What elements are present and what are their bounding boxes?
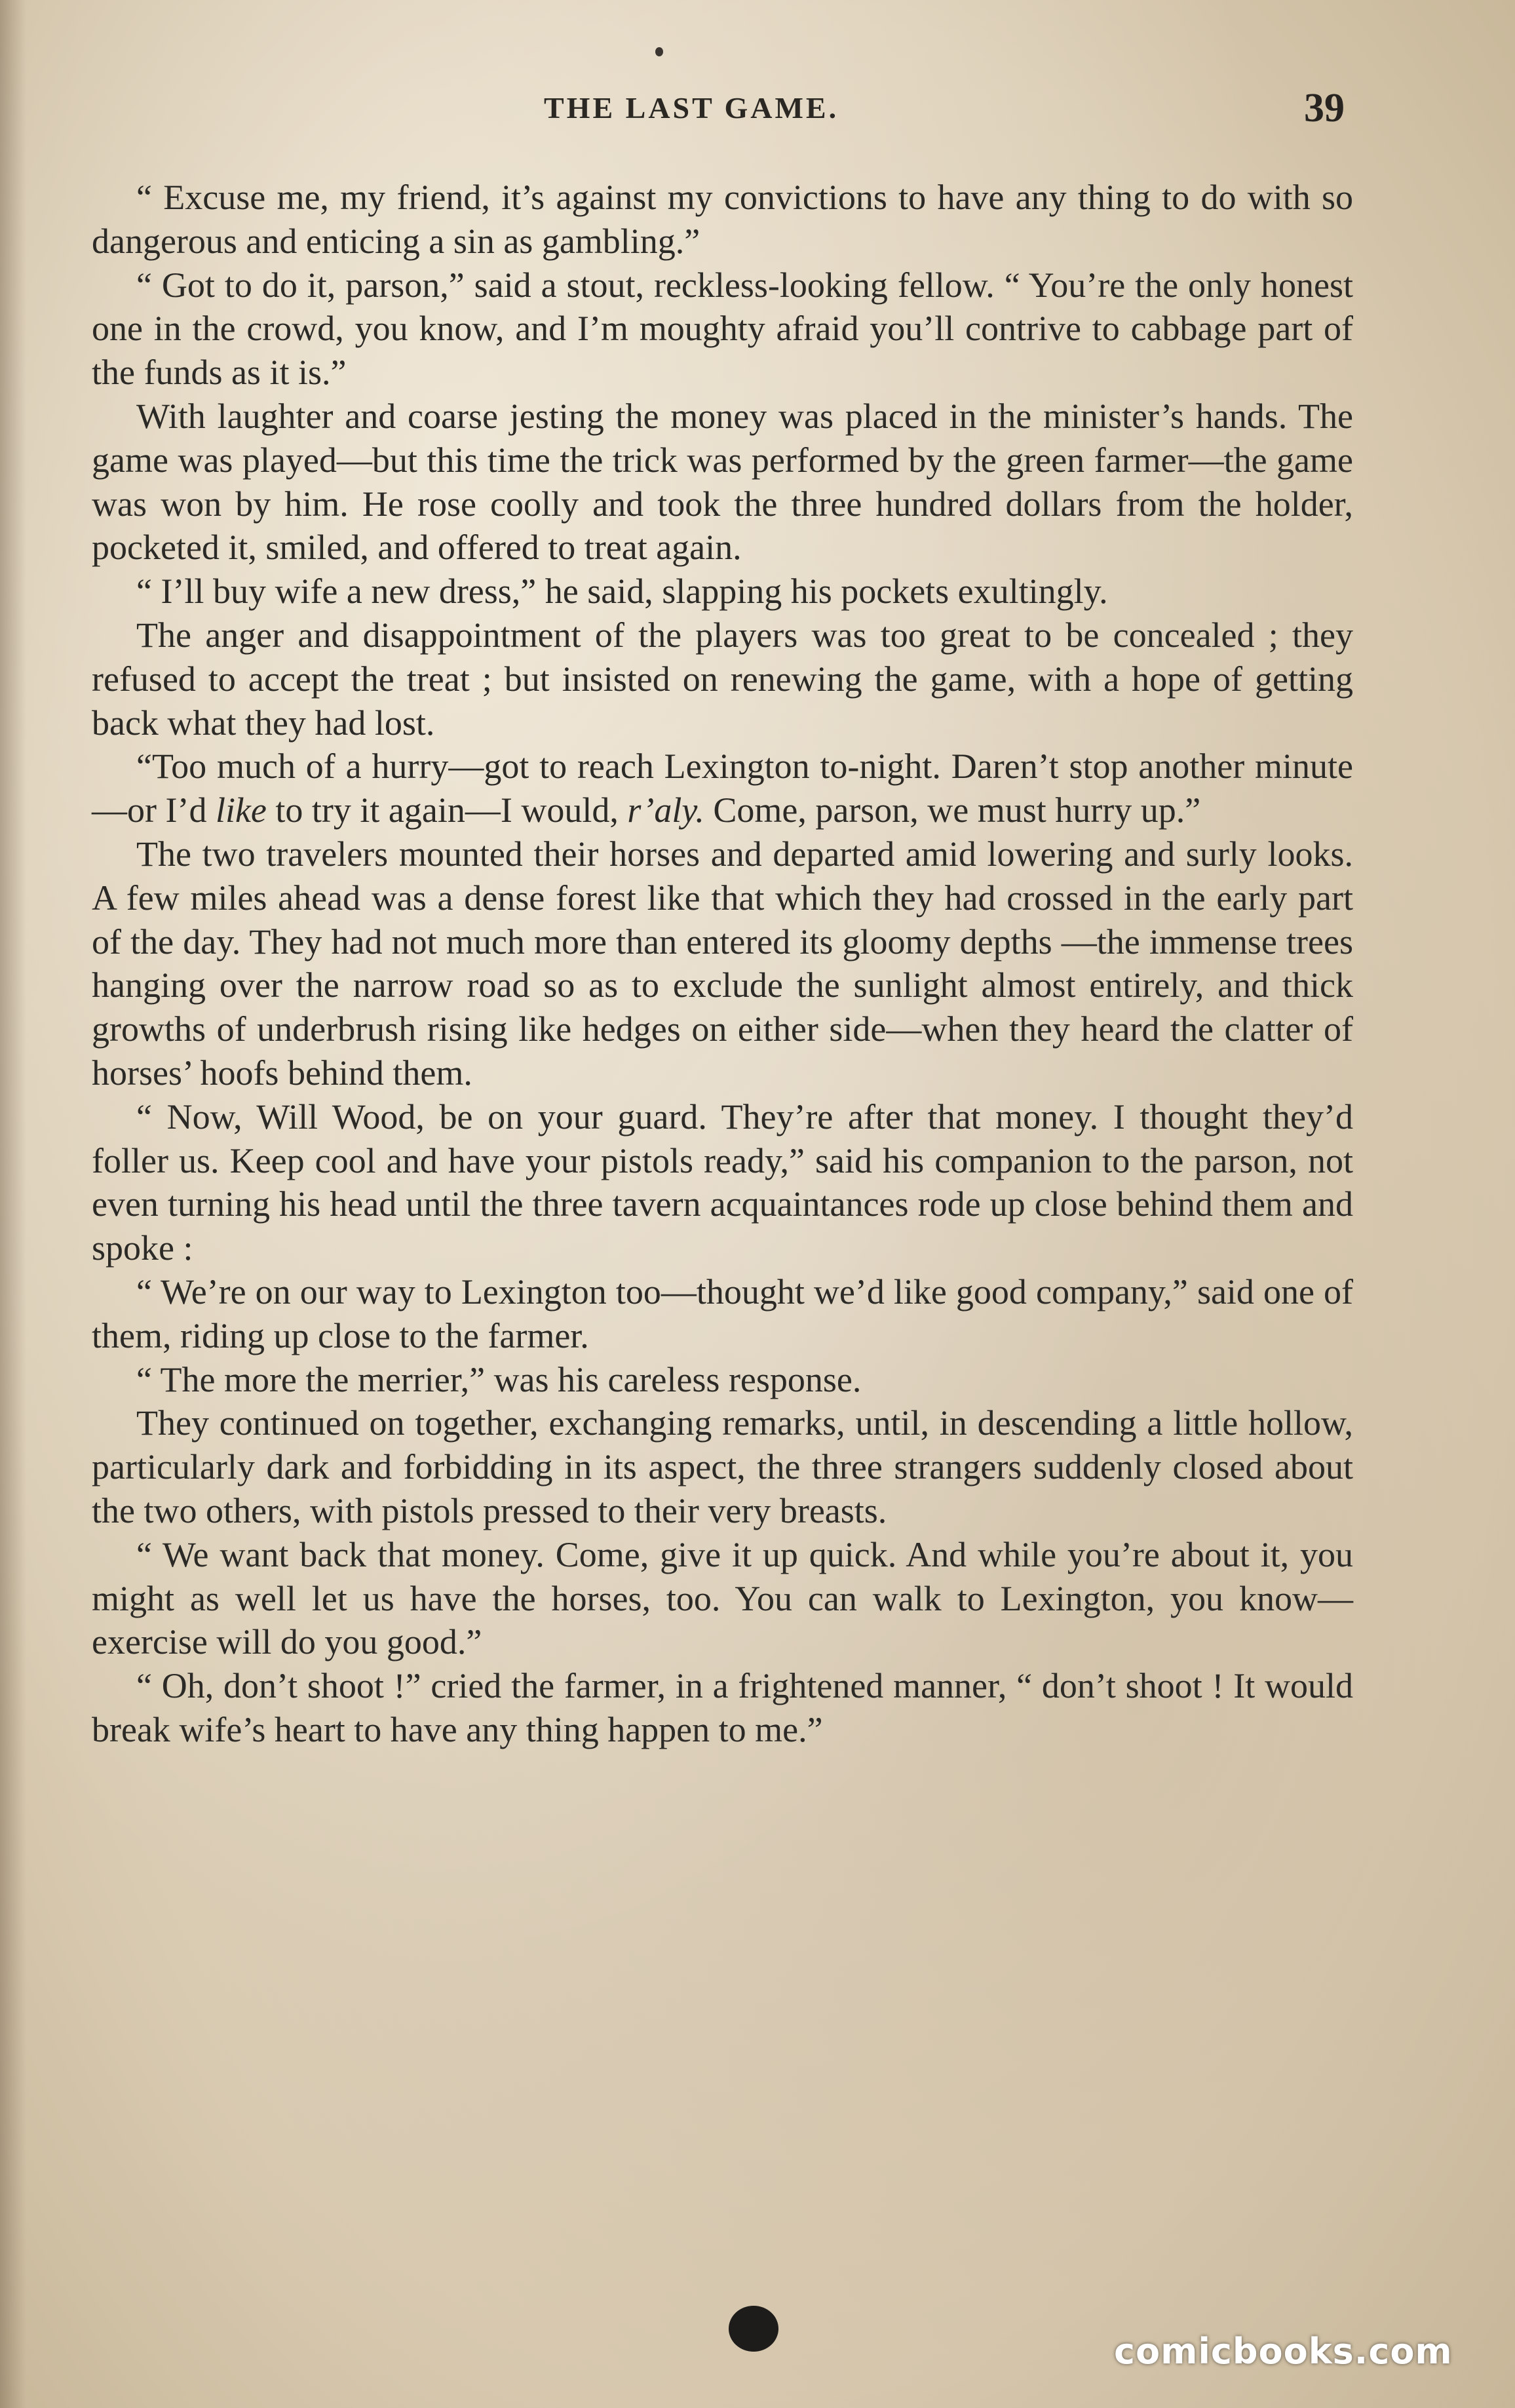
paragraph: “ The more the merrier,” was his careless response. — [136, 1359, 862, 1399]
paragraph: “ We’re on our way to Lexington too—thought we’d like good company,” said one of them, riding up close to the farmer. — [92, 1272, 1353, 1355]
ink-speck — [655, 47, 663, 56]
page-gutter-shadow — [0, 0, 26, 2408]
chapter-title: THE LAST GAME. — [544, 91, 839, 125]
italic-text: r’aly. — [627, 790, 704, 830]
text-run: to try it again—I would, — [266, 790, 628, 830]
paragraph: “ We want back that money. Come, give it up quick. And while you’re about it, you might as well let us have the horses, too. You can walk to Lexington, you know—exercise will do you good.” — [92, 1534, 1353, 1662]
text-run: Come, parson, we must hurry up.” — [704, 790, 1201, 830]
italic-text: like — [215, 790, 267, 830]
watermark: comicbooks.com — [1114, 2331, 1453, 2372]
paragraph: “ Excuse me, my friend, it’s against my convictions to have any thing to do with so dangerous and enticing a sin as gambling.” — [92, 178, 1353, 261]
paragraph: “ Oh, don’t shoot !” cried the farmer, in a frightened manner, “ don’t shoot ! It would break wife’s heart to have any thing happen to me.” — [92, 1666, 1353, 1749]
paragraph: “ Got to do it, parson,” said a stout, reckless-looking fellow. “ You’re the only honest one in the crowd, you know, and I’m moughty afraid you’ll contrive to cabbage part of the funds as it is.” — [92, 265, 1353, 393]
paragraph: They continued on together, exchanging remarks, until, in descending a little hollow, particularly dark and forbidding in its aspect, the three strangers suddenly closed about the two others, with pistols pressed to their very breasts. — [92, 1403, 1353, 1530]
paragraph: The anger and disappointment of the players was too great to be concealed ; they refused to accept the treat ; but insisted on renewing the game, with a hope of getting back what they had lost. — [92, 615, 1353, 743]
ink-blot — [729, 2306, 778, 2352]
body-text — [92, 176, 1353, 1752]
paragraph — [92, 745, 1353, 832]
text-run: “Too much of a hurry—got to reach Lexington to-night. Daren’t stop another minute—or I’d — [92, 747, 1353, 830]
paragraph: “ Now, Will Wood, be on your guard. They’re after that money. I thought they’d foller us. Keep cool and have your pistols ready,” said his companion to the parson, not even turning his head until the three tavern acquaintances rode up close behind them and spoke : — [92, 1097, 1353, 1268]
paragraph: With laughter and coarse jesting the money was placed in the minister’s hands. The game was played—but this time the trick was performed by the green farmer—the game was won by him. He rose coolly and took the three hundred dollars from the holder, pocketed it, smiled, and offered to treat again. — [92, 396, 1353, 568]
paragraph: The two travelers mounted their horses and departed amid lowering and surly looks. A few miles ahead was a dense forest like that which they had crossed in the early part of the day. They had not much more than entered its gloomy depths —the immense trees hanging over the narrow road so as to exclude the sunlight almost entirely, and thick growths of underbrush rising like hedges on either side—when they heard the clatter of horses’ hoofs behind them. — [92, 834, 1353, 1093]
running-head — [0, 85, 1515, 131]
paragraph: “ I’ll buy wife a new dress,” he said, slapping his pockets exultingly. — [136, 572, 1108, 612]
page-number: 39 — [1304, 86, 1345, 130]
